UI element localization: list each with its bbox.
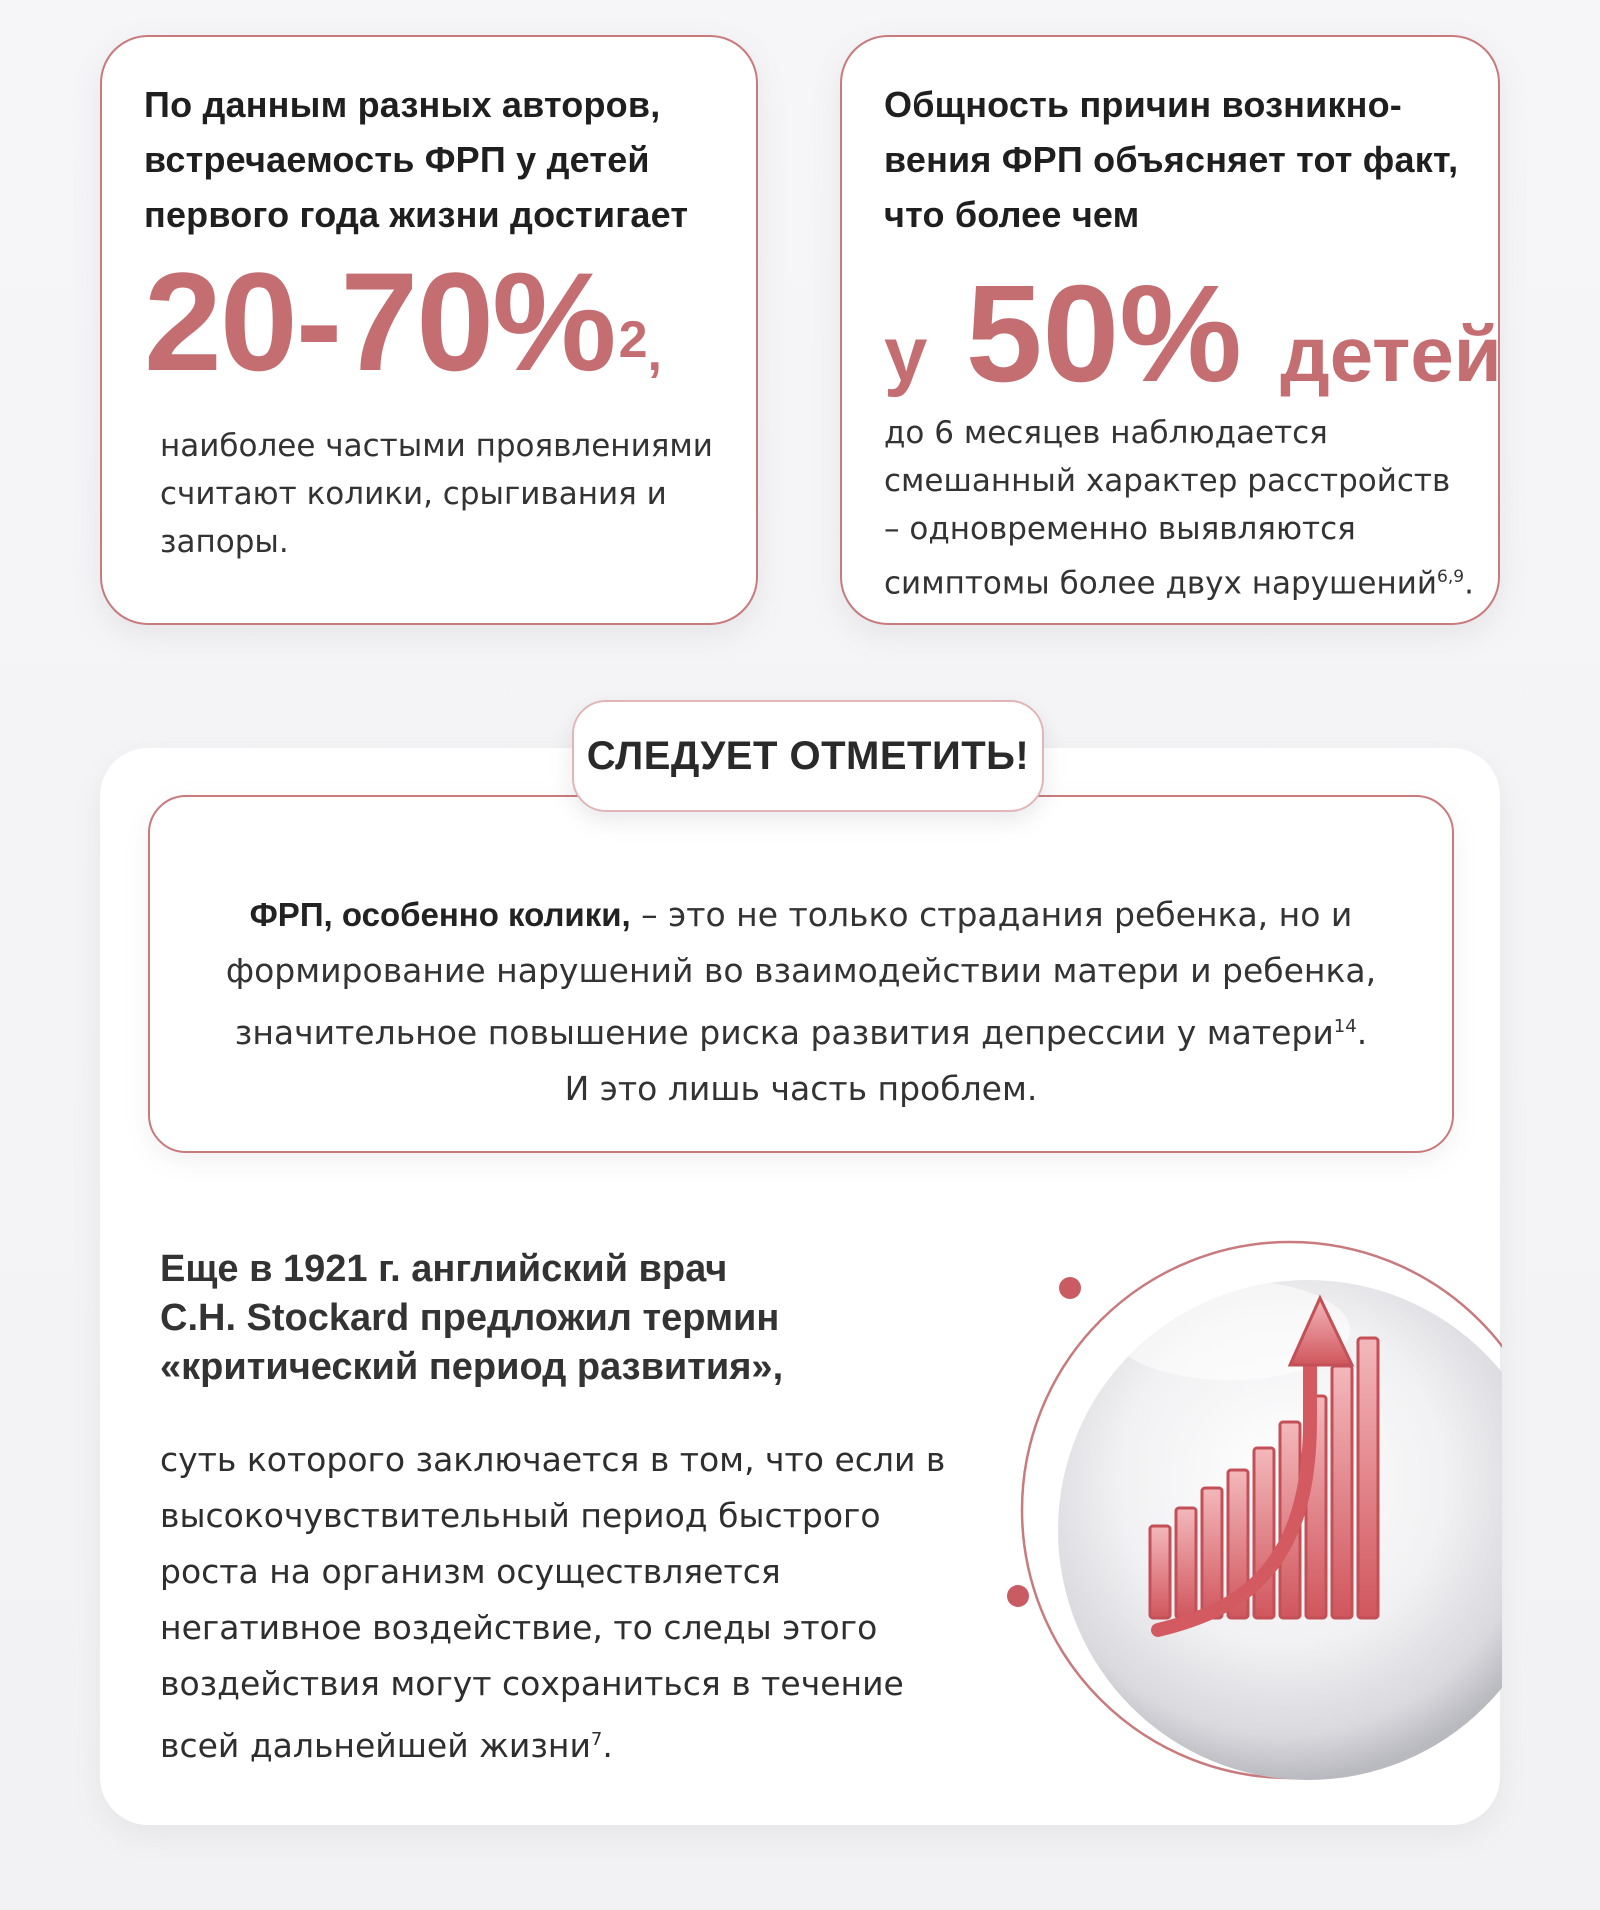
note-bold-lead: ФРП, особенно колики,: [249, 896, 631, 933]
growth-chart-arrow-icon: [990, 1190, 1502, 1790]
stat-card-prevalence: [100, 35, 758, 625]
note-badge: СЛЕДУЕТ ОТМЕТИТЬ!: [572, 700, 1044, 812]
history-body-main: суть которого заключается в том, что если в высокочувствительный период быстрого роста на организм осуществляется негативное воздействие, то следы этого воздействия могут сохраниться в течение всей дальнейшей жизни: [160, 1440, 946, 1765]
note-text: [190, 887, 1412, 1117]
stat-big-number: [144, 243, 660, 428]
history-body-end: .: [602, 1726, 613, 1765]
stat-punct: ,: [647, 324, 660, 382]
orbit-dot: [1059, 1277, 1081, 1299]
history-heading-line: C.H. Stockard предложил термин: [160, 1297, 780, 1339]
footnote-ref: 7: [590, 1729, 603, 1750]
history-heading: [160, 1245, 840, 1392]
footnote-ref: 14: [1333, 1016, 1357, 1037]
stat-lead-text: По данным разных авторов, встречаемость ФРП у детей первого года жизни достигает: [144, 84, 689, 235]
footnote-ref: 6,9: [1437, 567, 1465, 587]
history-body: [160, 1432, 950, 1774]
history-heading-line: Еще в 1921 г. английский врач: [160, 1248, 728, 1290]
footnote-ref: 2: [618, 311, 646, 369]
stat-suffix: детей: [1280, 310, 1502, 398]
stat-lead-text: Общность причин возникно-вения ФРП объясняет тот факт, что более чем: [884, 84, 1459, 235]
stat-body-main: до 6 месяцев наблюдается смешанный характер расстройств – одновременно выявляются симптомы более двух нарушений: [884, 415, 1451, 602]
stat-body-text: [884, 409, 1474, 607]
stat-card-mixed-disorders: [840, 35, 1500, 625]
history-heading-line: «критический период развития»,: [160, 1346, 784, 1388]
orbit-dot: [1007, 1585, 1029, 1607]
note-box: [148, 795, 1454, 1153]
stat-body-text: наиболее частыми проявлениями считают колики, срыгивания и запоры.: [160, 428, 713, 560]
note-end: .: [1356, 1013, 1368, 1052]
stat-prefix: у: [884, 310, 928, 398]
note-main: – это не только страдания ребенка, но и формирование нарушений во взаимодействии матери и ребенка, значительное повышение риска развития депрессии у матери: [225, 895, 1377, 1052]
stat-value: 50%: [965, 257, 1242, 411]
stat-value: 20-70%: [144, 243, 615, 400]
stat-big-number: [884, 259, 1502, 429]
note-line2: И это лишь часть проблем.: [564, 1069, 1038, 1108]
stat-body-end: .: [1464, 565, 1474, 602]
